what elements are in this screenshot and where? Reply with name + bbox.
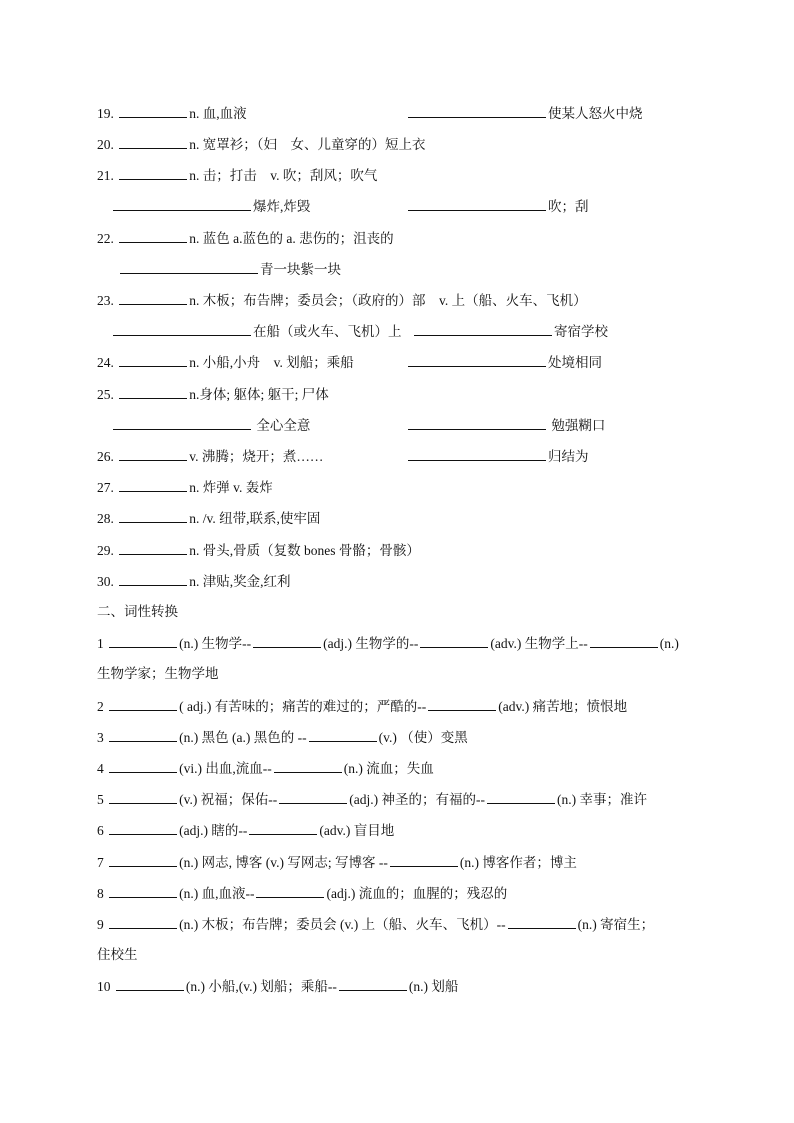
item-number: 4 bbox=[97, 761, 104, 776]
item-number: 10 bbox=[97, 979, 111, 994]
answer-blank[interactable] bbox=[109, 790, 177, 804]
vocab-line-24 bbox=[97, 353, 354, 372]
answer-blank[interactable] bbox=[119, 353, 187, 367]
item-number: 8 bbox=[97, 886, 104, 901]
item-number: 19. bbox=[97, 106, 114, 121]
answer-blank[interactable] bbox=[408, 353, 546, 367]
conv-text: (n.) 划船 bbox=[408, 979, 459, 994]
answer-blank[interactable] bbox=[420, 634, 488, 648]
conv-text: (n.) 黑色 (a.) 黑色的 -- bbox=[179, 730, 307, 745]
definition: n. 骨头,骨质（复数 bones 骨骼；骨骸） bbox=[189, 543, 420, 558]
section-title: 二、词性转换 bbox=[97, 604, 178, 619]
definition: n. 津贴,奖金,红利 bbox=[189, 574, 291, 589]
answer-blank[interactable] bbox=[309, 728, 377, 742]
conv-text: (adj.) 生物学的-- bbox=[323, 636, 419, 651]
answer-blank[interactable] bbox=[119, 291, 187, 305]
vocab-line-26 bbox=[97, 447, 323, 466]
answer-blank[interactable] bbox=[414, 322, 552, 336]
conv-line-9 bbox=[97, 915, 654, 934]
item-number: 1 bbox=[97, 636, 104, 651]
answer-blank[interactable] bbox=[256, 884, 324, 898]
answer-blank[interactable] bbox=[279, 790, 347, 804]
conv-text: (n.) 流血；失血 bbox=[343, 761, 434, 776]
answer-blank[interactable] bbox=[408, 104, 546, 118]
conv-text: (n.) 血,血液-- bbox=[179, 886, 255, 901]
answer-blank[interactable] bbox=[109, 821, 177, 835]
conv-text: (n.) 寄宿生； bbox=[577, 917, 655, 932]
conv-text: (v.) 祝福；保佑-- bbox=[179, 792, 278, 807]
answer-blank[interactable] bbox=[274, 759, 342, 773]
phrase-meaning: 勉强糊口 bbox=[551, 418, 606, 433]
answer-blank[interactable] bbox=[119, 447, 187, 461]
vocab-line-23 bbox=[97, 291, 587, 310]
vocab-line-20 bbox=[97, 135, 426, 154]
phrase-line-25b bbox=[406, 416, 605, 435]
phrase-line-19 bbox=[406, 104, 643, 123]
conv-line-10 bbox=[97, 977, 458, 996]
vocab-line-21 bbox=[97, 166, 377, 185]
item-number: 5 bbox=[97, 792, 104, 807]
item-number: 30. bbox=[97, 574, 114, 589]
answer-blank[interactable] bbox=[119, 229, 187, 243]
answer-blank[interactable] bbox=[590, 634, 658, 648]
phrase-line-22 bbox=[118, 260, 341, 279]
phrase-meaning: 归结为 bbox=[548, 449, 589, 464]
item-number: 28. bbox=[97, 511, 114, 526]
answer-blank[interactable] bbox=[109, 759, 177, 773]
conv-text: (adv.) 痛苦地；愤恨地 bbox=[498, 699, 628, 714]
answer-blank[interactable] bbox=[113, 197, 251, 211]
definition: n. 木板；布告牌；委员会；（政府的）部 v. 上（船、火车、飞机） bbox=[189, 293, 587, 308]
definition: n. 炸弹 v. 轰炸 bbox=[189, 480, 273, 495]
conv-text: (adv.) 盲目地 bbox=[319, 823, 395, 838]
definition: n. 小船,小舟 v. 划船；乘船 bbox=[189, 355, 354, 370]
item-number: 9 bbox=[97, 917, 104, 932]
vocab-line-29 bbox=[97, 541, 420, 560]
answer-blank[interactable] bbox=[253, 634, 321, 648]
answer-blank[interactable] bbox=[109, 728, 177, 742]
answer-blank[interactable] bbox=[339, 977, 407, 991]
phrase-line-23b bbox=[412, 322, 608, 341]
item-number: 7 bbox=[97, 855, 104, 870]
phrase-meaning: 处境相同 bbox=[548, 355, 602, 370]
definition: n. 蓝色 a.蓝色的 a. 悲伤的；沮丧的 bbox=[189, 231, 394, 246]
definition: v. 沸腾；烧开；煮…… bbox=[189, 449, 324, 464]
conv-text: ( adj.) 有苦味的；痛苦的难过的；严酷的-- bbox=[179, 699, 427, 714]
answer-blank[interactable] bbox=[119, 166, 187, 180]
answer-blank[interactable] bbox=[119, 509, 187, 523]
conv-line-1-cont: 生物学家；生物学地 bbox=[97, 666, 219, 681]
phrase-line-21a bbox=[111, 197, 310, 216]
phrase-line-23a bbox=[111, 322, 402, 341]
phrase-meaning: 爆炸,炸毁 bbox=[253, 199, 311, 214]
conv-line-2 bbox=[97, 697, 627, 716]
answer-blank[interactable] bbox=[119, 135, 187, 149]
answer-blank[interactable] bbox=[119, 572, 187, 586]
item-number: 25. bbox=[97, 387, 114, 402]
definition: n. 击；打击 v. 吹；刮风；吹气 bbox=[189, 168, 378, 183]
phrase-meaning: 在船（或火车、飞机）上 bbox=[253, 324, 402, 339]
answer-blank[interactable] bbox=[428, 697, 496, 711]
answer-blank[interactable] bbox=[113, 322, 251, 336]
answer-blank[interactable] bbox=[408, 197, 546, 211]
phrase-meaning: 寄宿学校 bbox=[554, 324, 608, 339]
item-number: 3 bbox=[97, 730, 104, 745]
phrase-line-21b bbox=[406, 197, 589, 216]
conv-text: (n.) 木板；布告牌；委员会 (v.) 上（船、火车、飞机）-- bbox=[179, 917, 506, 932]
answer-blank[interactable] bbox=[116, 977, 184, 991]
answer-blank[interactable] bbox=[408, 447, 546, 461]
item-number: 21. bbox=[97, 168, 114, 183]
item-number: 24. bbox=[97, 355, 114, 370]
phrase-line-24 bbox=[406, 353, 602, 372]
conv-text: (n.) 网志, 博客 (v.) 写网志; 写博客 -- bbox=[179, 855, 388, 870]
vocab-line-28 bbox=[97, 509, 320, 528]
answer-blank[interactable] bbox=[109, 634, 177, 648]
conv-line-5 bbox=[97, 790, 647, 809]
conv-line-3 bbox=[97, 728, 468, 747]
vocab-line-27 bbox=[97, 478, 273, 497]
conv-text: (n.) bbox=[659, 636, 679, 651]
answer-blank[interactable] bbox=[109, 884, 177, 898]
answer-blank[interactable] bbox=[249, 821, 317, 835]
answer-blank[interactable] bbox=[119, 478, 187, 492]
definition: n. 血,血液 bbox=[189, 106, 247, 121]
answer-blank[interactable] bbox=[390, 853, 458, 867]
answer-blank[interactable] bbox=[508, 915, 576, 929]
answer-blank[interactable] bbox=[408, 416, 546, 430]
answer-blank[interactable] bbox=[109, 915, 177, 929]
conv-text: (vi.) 出血,流血-- bbox=[179, 761, 272, 776]
phrase-meaning: 青一块紫一块 bbox=[260, 262, 341, 277]
answer-blank[interactable] bbox=[120, 260, 258, 274]
definition: n. 宽罩衫；（妇 女、儿童穿的）短上衣 bbox=[189, 137, 426, 152]
phrase-meaning: 使某人怒火中烧 bbox=[548, 106, 643, 121]
conv-line-6 bbox=[97, 821, 394, 840]
conv-text: (adv.) 生物学上-- bbox=[490, 636, 588, 651]
conv-text: (n.) 博客作者；博主 bbox=[459, 855, 577, 870]
item-number: 22. bbox=[97, 231, 114, 246]
answer-blank[interactable] bbox=[113, 416, 251, 430]
answer-blank[interactable] bbox=[119, 541, 187, 555]
phrase-line-25a bbox=[111, 416, 310, 435]
vocab-line-22 bbox=[97, 229, 394, 248]
definition: n.身体; 躯体; 躯干; 尸体 bbox=[189, 387, 329, 402]
conv-line-7 bbox=[97, 853, 577, 872]
vocab-line-30 bbox=[97, 572, 291, 591]
conv-text: (v.) （使）变黑 bbox=[378, 730, 468, 745]
vocab-line-25 bbox=[97, 385, 329, 404]
phrase-meaning: 全心全意 bbox=[256, 418, 311, 433]
phrase-line-26 bbox=[406, 447, 589, 466]
conv-text: (adj.) 神圣的；有福的-- bbox=[349, 792, 485, 807]
item-number: 29. bbox=[97, 543, 114, 558]
conv-line-1 bbox=[97, 634, 679, 653]
conv-text: (n.) 小船,(v.) 划船；乘船-- bbox=[185, 979, 337, 994]
conv-line-8 bbox=[97, 884, 507, 903]
definition: n. /v. 纽带,联系,使牢固 bbox=[189, 511, 321, 526]
vocab-line-19 bbox=[97, 104, 247, 123]
answer-blank[interactable] bbox=[119, 104, 187, 118]
item-number: 20. bbox=[97, 137, 114, 152]
conv-line-9-cont: 住校生 bbox=[97, 947, 138, 962]
conv-text: (n.) 幸事；准许 bbox=[556, 792, 647, 807]
item-number: 6 bbox=[97, 823, 104, 838]
conv-text: (adj.) 瞎的-- bbox=[179, 823, 248, 838]
item-number: 23. bbox=[97, 293, 114, 308]
conv-text: (n.) 生物学-- bbox=[179, 636, 252, 651]
answer-blank[interactable] bbox=[119, 385, 187, 399]
item-number: 26. bbox=[97, 449, 114, 464]
answer-blank[interactable] bbox=[487, 790, 555, 804]
answer-blank[interactable] bbox=[109, 853, 177, 867]
answer-blank[interactable] bbox=[109, 697, 177, 711]
item-number: 2 bbox=[97, 699, 104, 714]
conv-line-4 bbox=[97, 759, 434, 778]
conv-text: (adj.) 流血的；血腥的；残忍的 bbox=[326, 886, 508, 901]
phrase-meaning: 吹；刮 bbox=[548, 199, 589, 214]
item-number: 27. bbox=[97, 480, 114, 495]
